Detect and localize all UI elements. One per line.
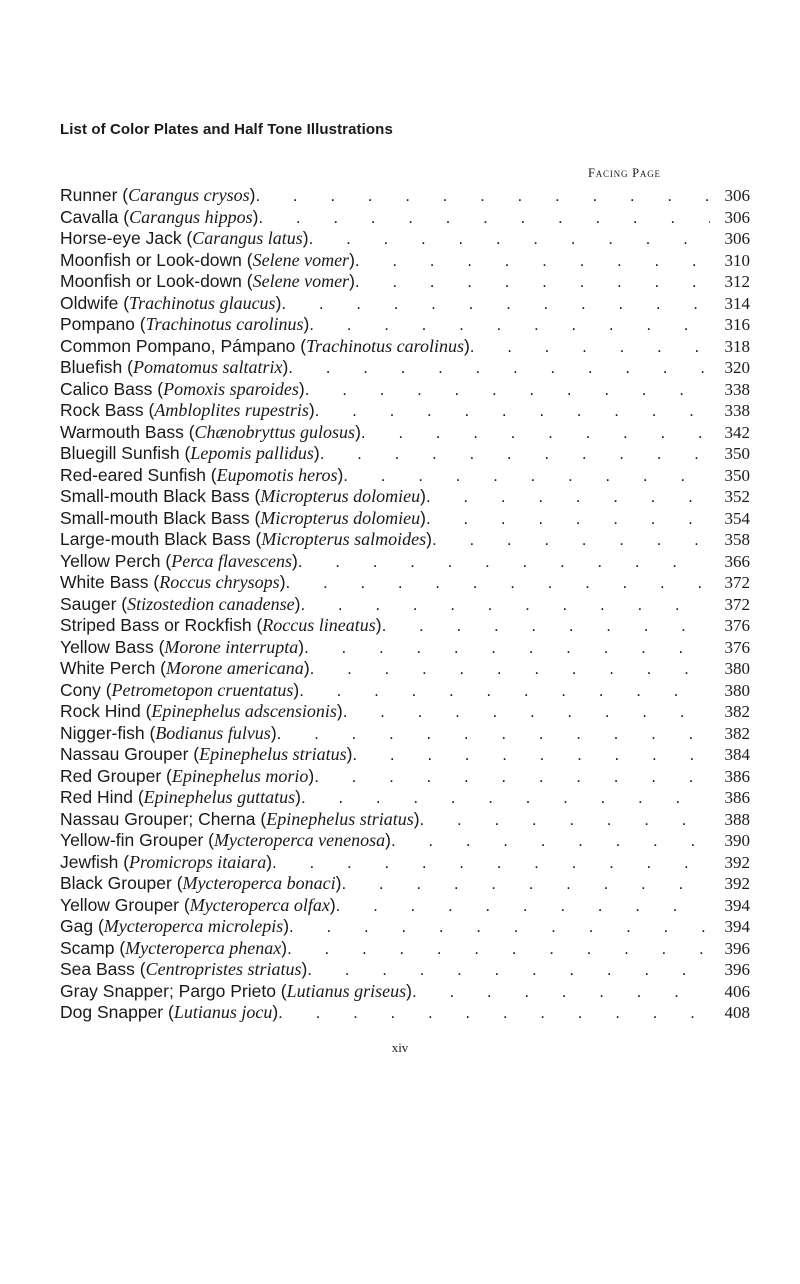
plate-entry xyxy=(60,895,750,917)
scientific-name: Micropterus salmoides xyxy=(261,529,427,549)
common-name: Oldwife ( xyxy=(60,292,130,313)
facing-page-number: 366 xyxy=(724,551,750,571)
plate-title xyxy=(60,465,343,487)
dot-leader xyxy=(258,207,710,229)
plate-title xyxy=(60,787,301,809)
closing-paren: ) xyxy=(301,959,308,979)
dot-leader xyxy=(309,228,710,250)
dot-leader xyxy=(432,529,710,551)
plate-entry xyxy=(60,271,750,293)
scientific-name: Mycteroperca phenax xyxy=(125,937,282,958)
closing-paren: ) xyxy=(463,335,470,356)
dot-leader xyxy=(336,895,710,917)
dot-leader xyxy=(286,572,710,594)
plate-title xyxy=(60,529,432,551)
common-name: Yellow Bass ( xyxy=(60,636,165,657)
plate-entry xyxy=(60,486,750,508)
plate-entry xyxy=(60,852,750,874)
closing-paren: ) xyxy=(275,292,282,313)
common-name: Yellow-fin Grouper ( xyxy=(60,830,215,850)
dot-leader xyxy=(314,766,710,788)
closing-paren: ) xyxy=(313,443,320,463)
closing-paren: ) xyxy=(406,980,412,1001)
plate-entry xyxy=(60,228,750,250)
plate-entry xyxy=(60,443,750,465)
scientific-name: Epinephelus morio xyxy=(171,765,309,786)
plate-entry xyxy=(60,400,750,422)
common-name: Black Grouper ( xyxy=(60,873,183,893)
scientific-name: Lepomis pallidus xyxy=(190,443,314,463)
plate-title xyxy=(60,336,470,358)
closing-paren: ) xyxy=(249,185,256,205)
plate-title xyxy=(60,250,355,272)
dot-leader xyxy=(255,185,710,207)
plate-entry xyxy=(60,379,750,401)
closing-paren: ) xyxy=(294,593,301,614)
plate-entry xyxy=(60,1002,750,1024)
plate-entry xyxy=(60,916,750,938)
common-name: Nassau Grouper ( xyxy=(60,744,200,764)
scientific-name: Micropterus dolomieu xyxy=(260,486,421,506)
closing-paren: ) xyxy=(308,400,315,420)
common-name: Nigger-fish ( xyxy=(60,722,156,743)
scientific-name: Carangus hippos xyxy=(129,206,253,227)
scientific-name: Eupomotis heros xyxy=(216,464,338,485)
scientific-name: Mycteroperca microlepis xyxy=(103,916,284,936)
common-name: Yellow Perch ( xyxy=(60,550,172,571)
plate-title xyxy=(60,293,281,315)
common-name: Cavalla ( xyxy=(60,206,130,227)
closing-paren: ) xyxy=(337,464,344,485)
plate-title xyxy=(60,959,307,981)
plate-title xyxy=(60,916,289,938)
closing-paren: ) xyxy=(270,722,277,743)
plate-title xyxy=(60,357,288,379)
closing-paren: ) xyxy=(375,615,382,635)
closing-paren: ) xyxy=(303,314,310,334)
plate-title xyxy=(60,400,315,422)
closing-paren: ) xyxy=(295,787,301,807)
common-name: Small-mouth Black Bass ( xyxy=(60,486,261,506)
facing-page-number: 390 xyxy=(724,831,750,850)
dot-leader xyxy=(361,422,710,444)
common-name: Calico Bass ( xyxy=(60,378,164,399)
plate-title xyxy=(60,379,305,401)
plate-title xyxy=(60,809,420,831)
scientific-name: Carangus crysos xyxy=(128,185,250,205)
plate-entry xyxy=(60,508,750,530)
plate-entry xyxy=(60,250,750,272)
closing-paren: ) xyxy=(385,830,391,850)
scientific-name: Mycteroperca olfax xyxy=(189,894,330,915)
common-name: Sea Bass ( xyxy=(60,959,146,979)
common-name: Rock Bass ( xyxy=(60,400,155,420)
plate-entry xyxy=(60,637,750,659)
dot-leader xyxy=(278,1002,710,1024)
dot-leader xyxy=(281,293,710,315)
facing-page-number: 380 xyxy=(724,680,750,700)
facing-page-number: 408 xyxy=(724,1003,750,1022)
facing-page-number: 354 xyxy=(724,508,750,528)
dot-leader xyxy=(277,723,710,745)
common-name: Dog Snapper ( xyxy=(60,1002,174,1022)
scientific-name: Epinephelus striatus xyxy=(266,808,414,829)
plate-entry xyxy=(60,959,750,981)
scientific-name: Micropterus dolomieu xyxy=(260,507,421,528)
plate-title xyxy=(60,680,299,702)
plate-entry xyxy=(60,658,750,680)
dot-leader xyxy=(355,250,710,272)
scientific-name: Carangus latus xyxy=(192,228,303,248)
scientific-name: Petrometopon cruentatus xyxy=(111,679,294,700)
closing-paren: ) xyxy=(252,206,259,227)
plate-entry xyxy=(60,465,750,487)
facing-page-number: 338 xyxy=(724,401,750,420)
common-name: Sauger ( xyxy=(60,593,128,614)
facing-page-number: 376 xyxy=(724,637,750,657)
closing-paren: ) xyxy=(298,636,305,657)
page-header: List of Color Plates and Half Tone Illustrations xyxy=(60,121,393,138)
closing-paren: ) xyxy=(281,937,288,958)
dot-leader xyxy=(355,271,710,293)
facing-page-number: 338 xyxy=(724,379,750,399)
plate-entry xyxy=(60,594,750,616)
plate-entry xyxy=(60,981,750,1003)
scientific-name: Stizostedion canadense xyxy=(127,593,295,614)
scientific-name: Morone americana xyxy=(166,658,304,678)
common-name: Bluegill Sunfish ( xyxy=(60,443,191,463)
facing-page-number: 372 xyxy=(724,594,750,614)
common-name: White Bass ( xyxy=(60,572,160,592)
facing-page-number: 314 xyxy=(724,293,750,313)
plate-title xyxy=(60,228,309,250)
closing-paren: ) xyxy=(420,486,426,506)
closing-paren: ) xyxy=(308,765,315,786)
scientific-name: Lutianus jocu xyxy=(173,1002,273,1022)
facing-page-number: 394 xyxy=(724,895,750,915)
facing-page-number: 352 xyxy=(724,487,750,506)
facing-page-number: 386 xyxy=(724,766,750,786)
plate-entry xyxy=(60,873,750,895)
common-name: Cony ( xyxy=(60,679,112,700)
common-name: Scamp ( xyxy=(60,937,126,958)
scientific-name: Mycteroperca bonaci xyxy=(182,873,336,893)
closing-paren: ) xyxy=(298,378,305,399)
plate-title xyxy=(60,981,412,1003)
dot-leader xyxy=(343,701,710,723)
dot-leader xyxy=(420,809,710,831)
plate-title xyxy=(60,572,286,594)
facing-page-number: 392 xyxy=(724,852,750,872)
facing-page-number: 396 xyxy=(724,960,750,979)
facing-page-number: 342 xyxy=(724,422,750,442)
dot-leader xyxy=(391,830,710,852)
closing-paren: ) xyxy=(426,529,432,549)
plate-title xyxy=(60,938,287,960)
scientific-name: Trachinotus carolinus xyxy=(145,314,304,334)
plate-title xyxy=(60,207,258,229)
plate-title xyxy=(60,852,272,874)
closing-paren: ) xyxy=(335,873,342,893)
dot-leader xyxy=(310,658,710,680)
scientific-name: Roccus chrysops xyxy=(159,572,280,592)
plate-title xyxy=(60,873,341,895)
dot-leader xyxy=(352,744,710,766)
dot-leader xyxy=(315,400,710,422)
common-name: Red Hind ( xyxy=(60,787,144,807)
facing-page-number: 350 xyxy=(724,444,750,463)
dot-leader xyxy=(301,787,710,809)
plate-entry xyxy=(60,744,750,766)
scientific-name: Epinephelus adscensionis xyxy=(151,701,337,721)
facing-page-number: 316 xyxy=(724,315,750,334)
plate-entry xyxy=(60,766,750,788)
closing-paren: ) xyxy=(420,507,426,528)
closing-paren: ) xyxy=(272,1002,279,1022)
dot-leader xyxy=(305,379,710,401)
common-name: Red-eared Sunfish ( xyxy=(60,464,217,485)
plate-title xyxy=(60,658,310,680)
facing-page-number: 306 xyxy=(724,229,750,248)
facing-page-number: 306 xyxy=(724,186,750,205)
dot-leader xyxy=(272,852,710,874)
facing-page-number: 312 xyxy=(724,272,750,291)
plate-entry xyxy=(60,357,750,379)
scientific-name: Epinephelus striatus xyxy=(199,744,347,764)
dot-leader xyxy=(470,336,710,358)
plate-entry xyxy=(60,723,750,745)
facing-page-number: 396 xyxy=(724,938,750,958)
common-name: Warmouth Bass ( xyxy=(60,421,195,442)
closing-paren: ) xyxy=(283,916,290,936)
column-heading-facing-page: Facing Page xyxy=(588,166,661,180)
common-name: Gray Snapper; Pargo Prieto ( xyxy=(60,980,287,1001)
dot-leader xyxy=(343,465,710,487)
dot-leader xyxy=(426,508,710,530)
scientific-name: Trachinotus carolinus xyxy=(306,335,464,356)
plate-entry xyxy=(60,185,750,207)
scientific-name: Selene vomer xyxy=(252,271,350,291)
scientific-name: Pomatomus saltatrix xyxy=(132,357,283,377)
plate-entry xyxy=(60,572,750,594)
dot-leader xyxy=(341,873,710,895)
closing-paren: ) xyxy=(303,658,310,678)
facing-page-number: 376 xyxy=(724,616,750,635)
plate-title xyxy=(60,637,304,659)
closing-paren: ) xyxy=(329,894,336,915)
dot-leader xyxy=(287,938,710,960)
dot-leader xyxy=(426,486,710,508)
common-name: Moonfish or Look-down ( xyxy=(60,249,253,270)
common-name: Gag ( xyxy=(60,916,104,936)
facing-page-number: 388 xyxy=(724,809,750,829)
closing-paren: ) xyxy=(266,851,273,872)
common-name: Moonfish or Look-down ( xyxy=(60,271,253,291)
common-name: Bluefish ( xyxy=(60,357,133,377)
plate-entry xyxy=(60,422,750,444)
plate-title xyxy=(60,443,320,465)
dot-leader xyxy=(307,959,710,981)
facing-page-number: 392 xyxy=(724,874,750,893)
plate-entry xyxy=(60,293,750,315)
dot-leader xyxy=(289,916,710,938)
closing-paren: ) xyxy=(355,421,361,442)
facing-page-number: 406 xyxy=(724,981,750,1001)
facing-page-number: 394 xyxy=(724,917,750,936)
plate-title xyxy=(60,744,352,766)
scientific-name: Centropristes striatus xyxy=(145,959,302,979)
plate-entry xyxy=(60,207,750,229)
plate-entry xyxy=(60,615,750,637)
plate-title xyxy=(60,895,336,917)
plate-entry xyxy=(60,529,750,551)
closing-paren: ) xyxy=(292,550,298,571)
closing-paren: ) xyxy=(282,357,289,377)
plate-title xyxy=(60,271,355,293)
plate-entry xyxy=(60,787,750,809)
common-name: Rock Hind ( xyxy=(60,701,152,721)
common-name: Nassau Grouper; Cherna ( xyxy=(60,808,267,829)
common-name: Striped Bass or Rockfish ( xyxy=(60,615,263,635)
scientific-name: Epinephelus guttatus xyxy=(143,787,296,807)
facing-page-number: 386 xyxy=(724,788,750,807)
plate-title xyxy=(60,1002,278,1024)
plate-title xyxy=(60,486,426,508)
scientific-name: Ambloplites rupestris xyxy=(154,400,309,420)
scientific-name: Trachinotus glaucus xyxy=(129,292,276,313)
facing-page-number: 306 xyxy=(724,207,750,227)
plate-list xyxy=(60,185,750,1024)
facing-page-number: 310 xyxy=(724,250,750,270)
scientific-name: Promicrops itaiara xyxy=(129,851,267,872)
facing-page-number: 380 xyxy=(724,659,750,678)
common-name: Small-mouth Black Bass ( xyxy=(60,507,261,528)
dot-leader xyxy=(288,357,710,379)
facing-page-number: 318 xyxy=(724,336,750,356)
common-name: Large-mouth Black Bass ( xyxy=(60,529,262,549)
common-name: Jewfish ( xyxy=(60,851,130,872)
common-name: Horse-eye Jack ( xyxy=(60,228,193,248)
scientific-name: Mycteroperca venenosa xyxy=(214,830,386,850)
scientific-name: Chænobryttus gulosus xyxy=(194,421,356,442)
plate-title xyxy=(60,701,343,723)
closing-paren: ) xyxy=(346,744,353,764)
plate-entry xyxy=(60,809,750,831)
scientific-name: Pomoxis sparoides xyxy=(163,378,299,399)
scientific-name: Roccus lineatus xyxy=(262,615,376,635)
plate-entry xyxy=(60,938,750,960)
facing-page-number: 358 xyxy=(724,530,750,549)
facing-page-number: 384 xyxy=(724,745,750,764)
closing-paren: ) xyxy=(349,249,355,270)
closing-paren: ) xyxy=(413,808,420,829)
scientific-name: Lutianus griseus xyxy=(286,980,407,1001)
plate-entry xyxy=(60,551,750,573)
plate-title xyxy=(60,766,314,788)
plate-title xyxy=(60,508,426,530)
plate-title xyxy=(60,594,300,616)
closing-paren: ) xyxy=(349,271,355,291)
dot-leader xyxy=(300,594,710,616)
plate-title xyxy=(60,830,391,852)
plate-entry xyxy=(60,680,750,702)
plate-entry xyxy=(60,336,750,358)
facing-page-number: 320 xyxy=(724,358,750,377)
facing-page-number: 382 xyxy=(724,702,750,721)
facing-page-number: 372 xyxy=(724,573,750,592)
dot-leader xyxy=(299,680,710,702)
plate-title xyxy=(60,723,277,745)
facing-page-number: 382 xyxy=(724,723,750,743)
dot-leader xyxy=(304,637,710,659)
dot-leader xyxy=(309,314,710,336)
page-number: xiv xyxy=(391,1040,409,1055)
plate-title xyxy=(60,615,382,637)
scientific-name: Selene vomer xyxy=(252,249,350,270)
closing-paren: ) xyxy=(336,701,343,721)
plate-entry xyxy=(60,314,750,336)
dot-leader xyxy=(412,981,710,1003)
dot-leader xyxy=(298,551,710,573)
common-name: Runner ( xyxy=(60,185,129,205)
plate-title xyxy=(60,185,255,207)
plate-title xyxy=(60,551,298,573)
common-name: Pompano ( xyxy=(60,314,146,334)
scientific-name: Bodianus fulvus xyxy=(155,722,271,743)
common-name: Yellow Grouper ( xyxy=(60,894,190,915)
common-name: Red Grouper ( xyxy=(60,765,172,786)
scientific-name: Perca flavescens xyxy=(171,550,292,571)
closing-paren: ) xyxy=(293,679,300,700)
dot-leader xyxy=(382,615,710,637)
plate-entry xyxy=(60,701,750,723)
plate-title xyxy=(60,422,361,444)
plate-entry xyxy=(60,830,750,852)
facing-page-number: 350 xyxy=(724,465,750,485)
dot-leader xyxy=(320,443,710,465)
scientific-name: Morone interrupta xyxy=(164,636,299,657)
closing-paren: ) xyxy=(302,228,309,248)
plate-title xyxy=(60,314,309,336)
common-name: White Perch ( xyxy=(60,658,166,678)
common-name: Common Pompano, Pámpano ( xyxy=(60,335,307,356)
closing-paren: ) xyxy=(279,572,286,592)
